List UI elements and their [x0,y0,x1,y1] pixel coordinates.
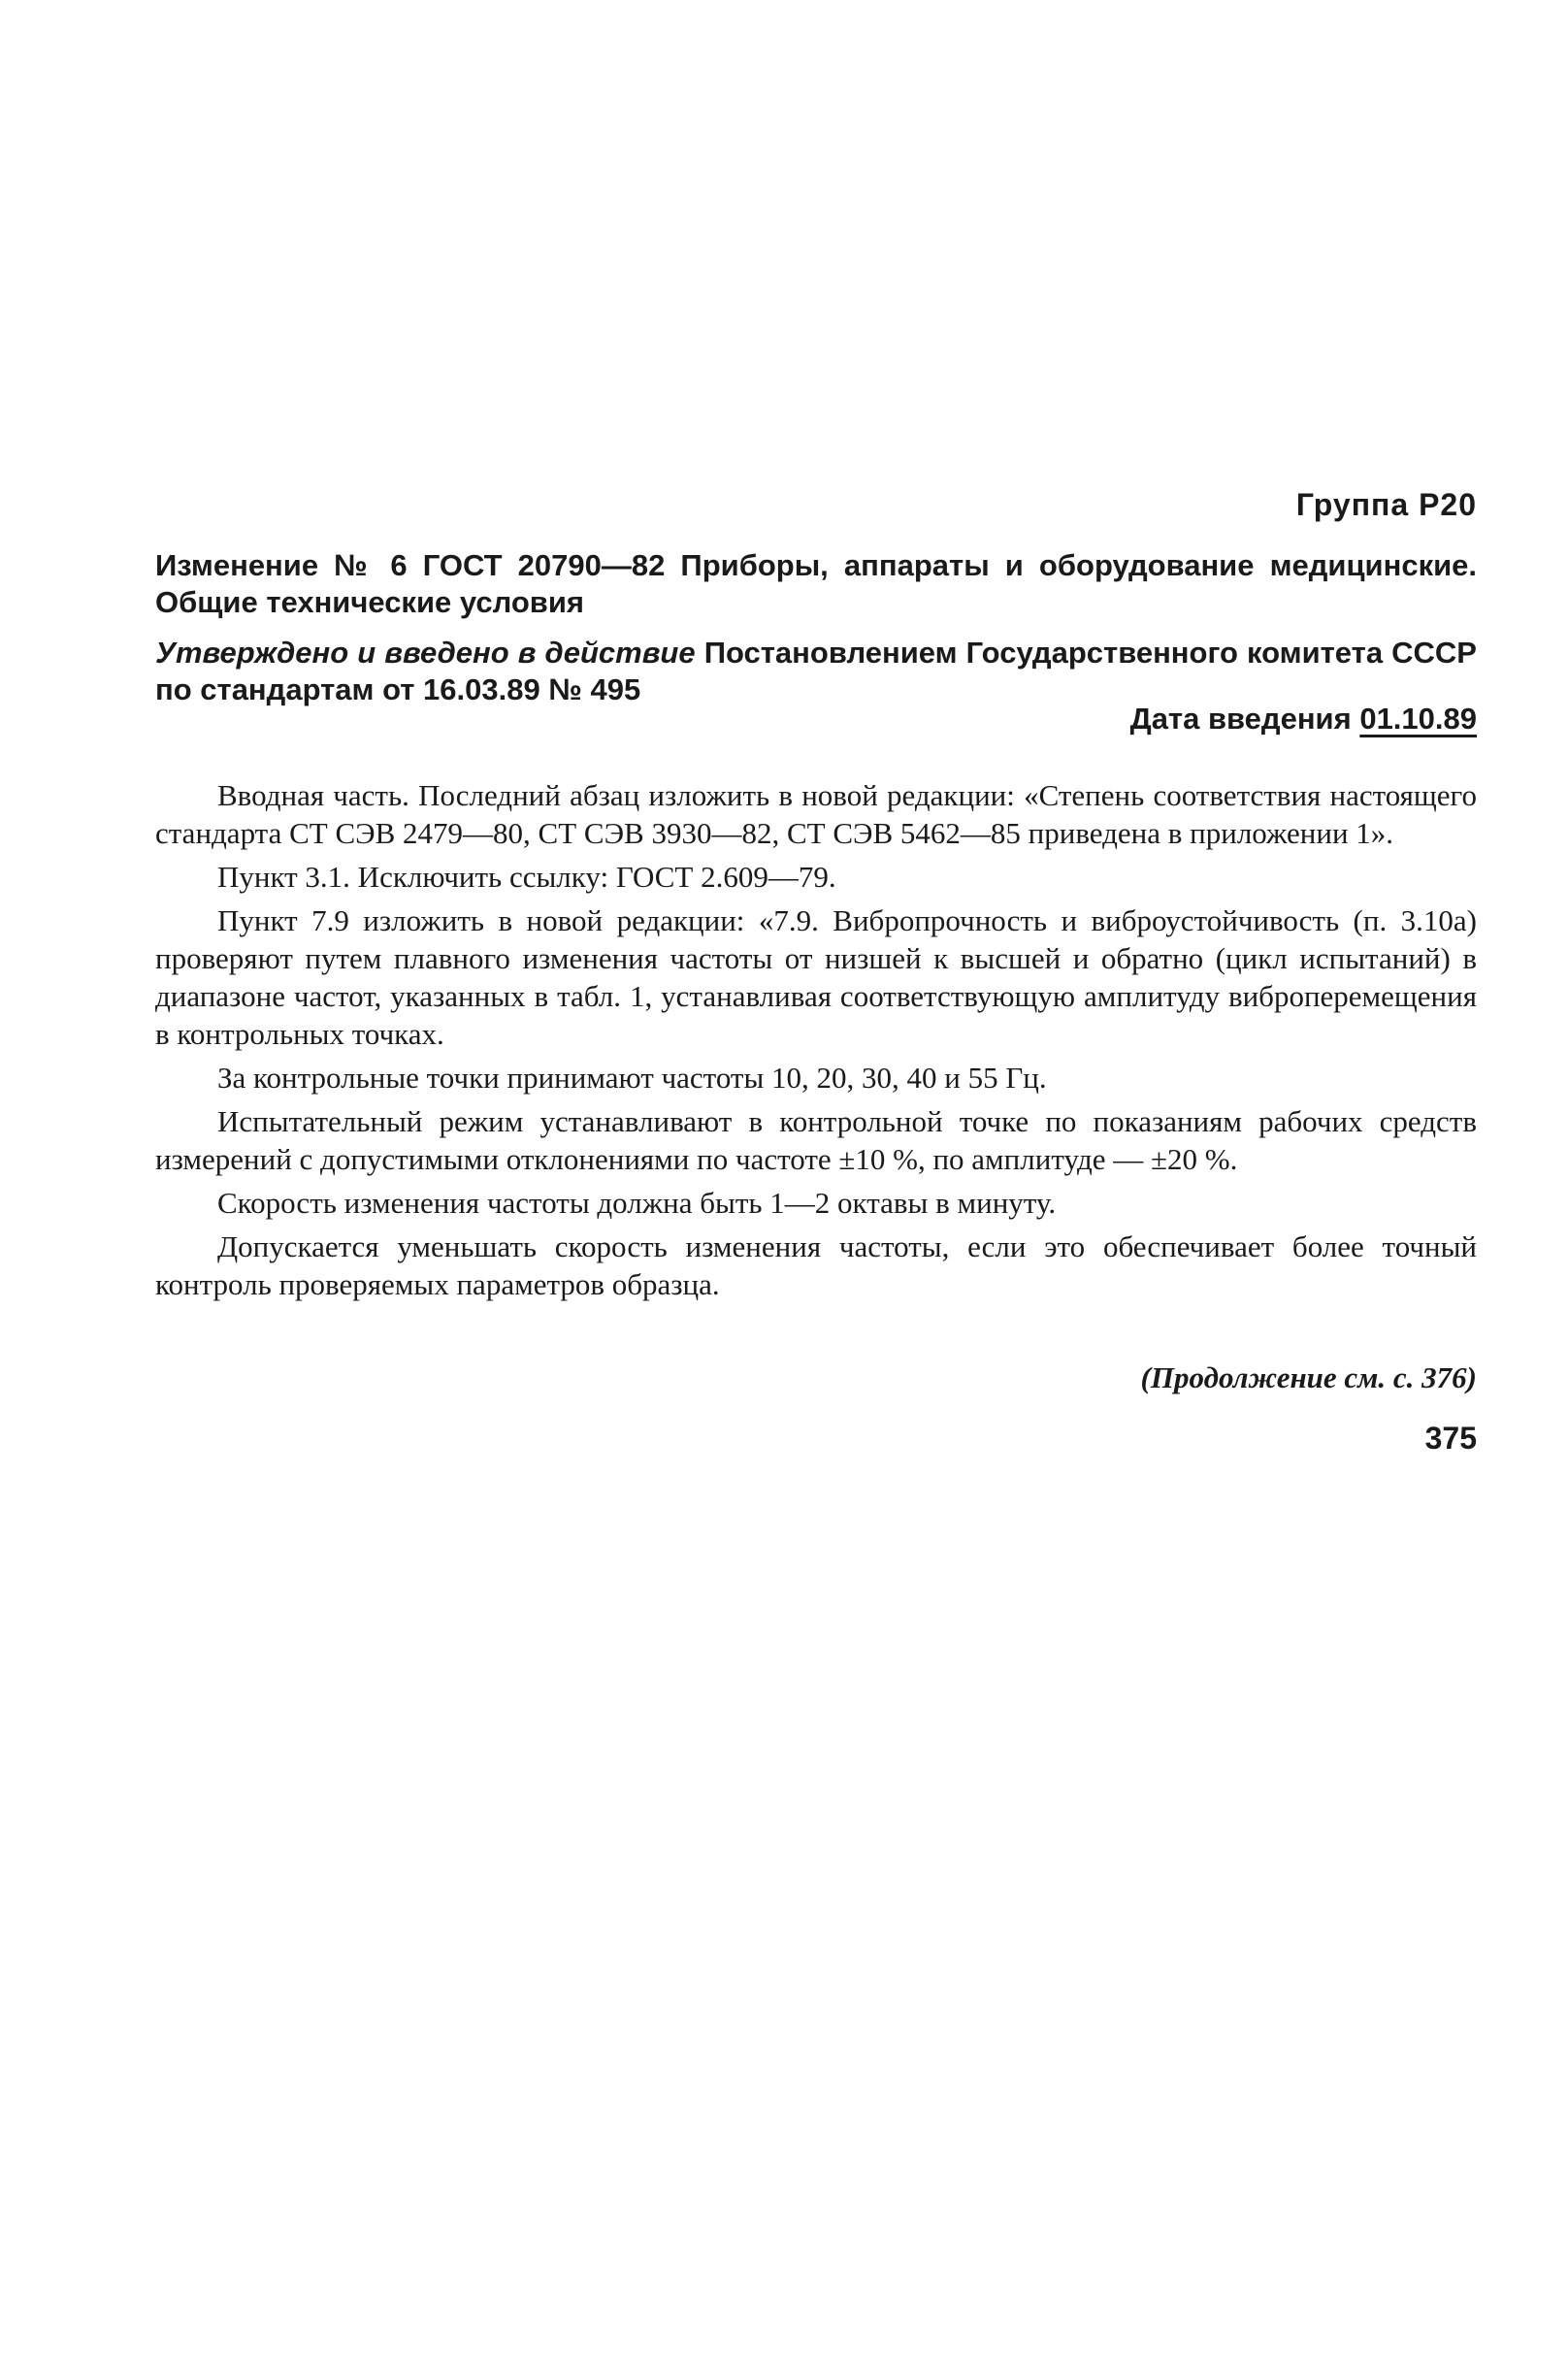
group-label: Группа Р20 [1295,487,1477,522]
paragraph-intro-section: Вводная часть. Последний абзац изложить в новой редакции: «Степень соответствия настоящего стандарта СТ СЭВ 2479—80, СТ СЭВ 3930—82, СТ СЭВ 5462—85 приведена в приложении 1». [155,778,1477,850]
page-number: 375 [1424,1421,1477,1456]
paragraph-clause-7-9: Пункт 7.9 изложить в новой редакции: «7.9. Вибропрочность и виброустойчивость (п. 3.10а) проверяют путем плавного изменения частоты от низшей к высшей и обратно (цикл испытаний) в диапазоне частот, указанных в табл. 1, устанавливая соответствующую амплитуду виброперемещения в контрольных точках. [155,903,1477,1051]
body-text [155,776,1477,1309]
approval-rest: Постановлением Государственного комитета СССР по стандартам от 16.03.89 № 495 [155,636,1477,706]
change-title: Изменение № 6 ГОСТ 20790—82 Приборы, аппараты и оборудование медицинские. Общие технические условия [155,548,1477,619]
intro-date-label: Дата введения [1129,702,1360,736]
paragraph-test-mode: Испытательный режим устанавливают в контрольной точке по показаниям рабочих средств измерений с допустимыми отклонениями по частоте ±10 %, по амплитуде — ±20 %. [155,1104,1477,1176]
continuation-note: (Продолжение см. с. 376) [1140,1360,1477,1394]
introduction-date [1130,701,1477,737]
intro-date-value: 01.10.89 [1359,702,1477,736]
paragraph-control-points: За контрольные точки принимают частоты 10, 20, 30, 40 и 55 Гц. [217,1061,1047,1095]
document-page [155,0,1477,2357]
paragraph-frequency-rate: Скорость изменения частоты должна быть 1—2 октавы в минуту. [217,1186,1057,1220]
approval-statement [155,635,1477,708]
paragraph-rate-reduction: Допускается уменьшать скорость изменения частоты, если это обеспечивает более точный контроль проверяемых параметров образца. [155,1229,1477,1301]
approval-prefix: Утверждено и введено в действие [155,636,696,670]
paragraph-clause-3-1: Пункт 3.1. Исключить ссылку: ГОСТ 2.609—79. [217,860,836,894]
